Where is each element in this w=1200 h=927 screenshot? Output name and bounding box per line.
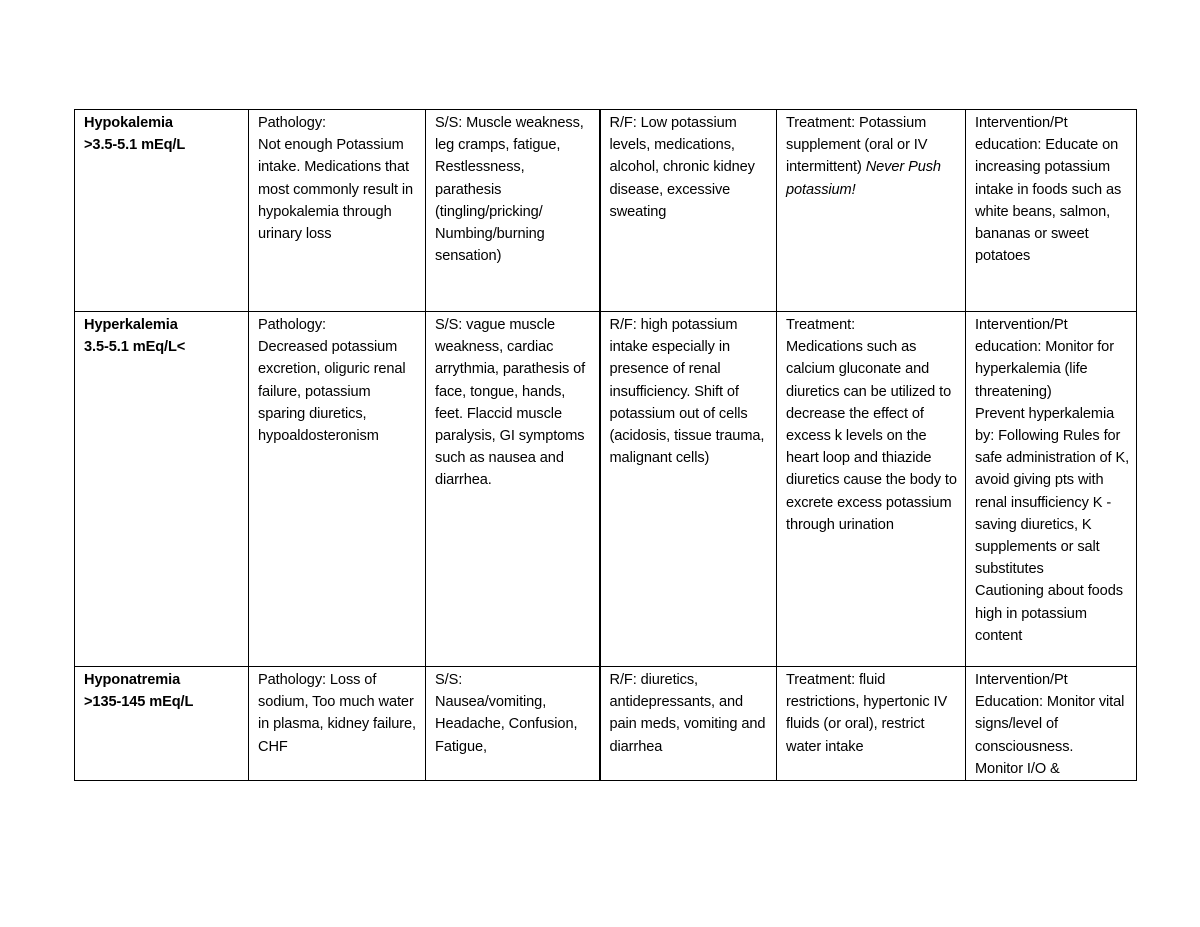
pathology-cell: Pathology: Loss of sodium, Too much water in plasma, kidney failure, CHF (249, 667, 426, 781)
treatment-cell: Treatment: fluid restrictions, hypertonic IV fluids (or oral), restrict water intake (777, 667, 966, 781)
treatment-cell: Treatment: Medications such as calcium gluconate and diuretics can be utilized to decrease the effect of excess k levels on the heart loop and thiazide diuretics cause the body to excrete excess potassium through urination (777, 312, 966, 667)
treatment-warning: Never Push potassium! (786, 159, 941, 198)
risk-factors-cell: R/F: diuretics, antidepressants, and pain meds, vomiting and diarrhea (600, 667, 777, 781)
electrolyte-table (74, 109, 1137, 781)
pathology-cell: Pathology: Decreased potassium excretion, oliguric renal failure, potassium sparing diuretics, hypoaldosteronism (249, 312, 426, 667)
risk-factors-cell: R/F: Low potassium levels, medications, alcohol, chronic kidney disease, excessive sweating (600, 110, 777, 312)
signs-symptoms-cell: S/S: Nausea/vomiting, Headache, Confusion, Fatigue, (426, 667, 600, 781)
treatment-text: Treatment: Potassium supplement (oral or IV intermittent) (786, 115, 928, 176)
condition-cell: Hyponatremia >135-145 mEq/L (75, 667, 249, 781)
intervention-cell: Intervention/Pt education: Monitor for hyperkalemia (life threatening) Prevent hyperkalemia by: Following Rules for safe administration of K, avoid giving pts with renal insufficiency K - saving diuretics, K supplements or salt substitutes Cautioning about foods high in potassium content (966, 312, 1137, 667)
signs-symptoms-cell: S/S: vague muscle weakness, cardiac arrythmia, parathesis of face, tongue, hands, feet. Flaccid muscle paralysis, GI symptoms such as nausea and diarrhea. (426, 312, 600, 667)
table-row (75, 312, 1137, 667)
intervention-cell: Intervention/Pt Education: Monitor vital signs/level of consciousness. Monitor I/O & (966, 667, 1137, 781)
signs-symptoms-cell: S/S: Muscle weakness, leg cramps, fatigue, Restlessness, parathesis (tingling/pricking/ Numbing/burning sensation) (426, 110, 600, 312)
treatment-cell (777, 110, 966, 312)
condition-cell: Hyperkalemia 3.5-5.1 mEq/L< (75, 312, 249, 667)
table-row (75, 667, 1137, 781)
risk-factors-cell: R/F: high potassium intake especially in presence of renal insufficiency. Shift of potassium out of cells (acidosis, tissue trauma, malignant cells) (600, 312, 777, 667)
condition-cell: Hypokalemia >3.5-5.1 mEq/L (75, 110, 249, 312)
table-row (75, 110, 1137, 312)
pathology-cell: Pathology: Not enough Potassium intake. Medications that most commonly result in hypokalemia through urinary loss (249, 110, 426, 312)
intervention-cell: Intervention/Pt education: Educate on increasing potassium intake in foods such as white beans, salmon, bananas or sweet potatoes (966, 110, 1137, 312)
